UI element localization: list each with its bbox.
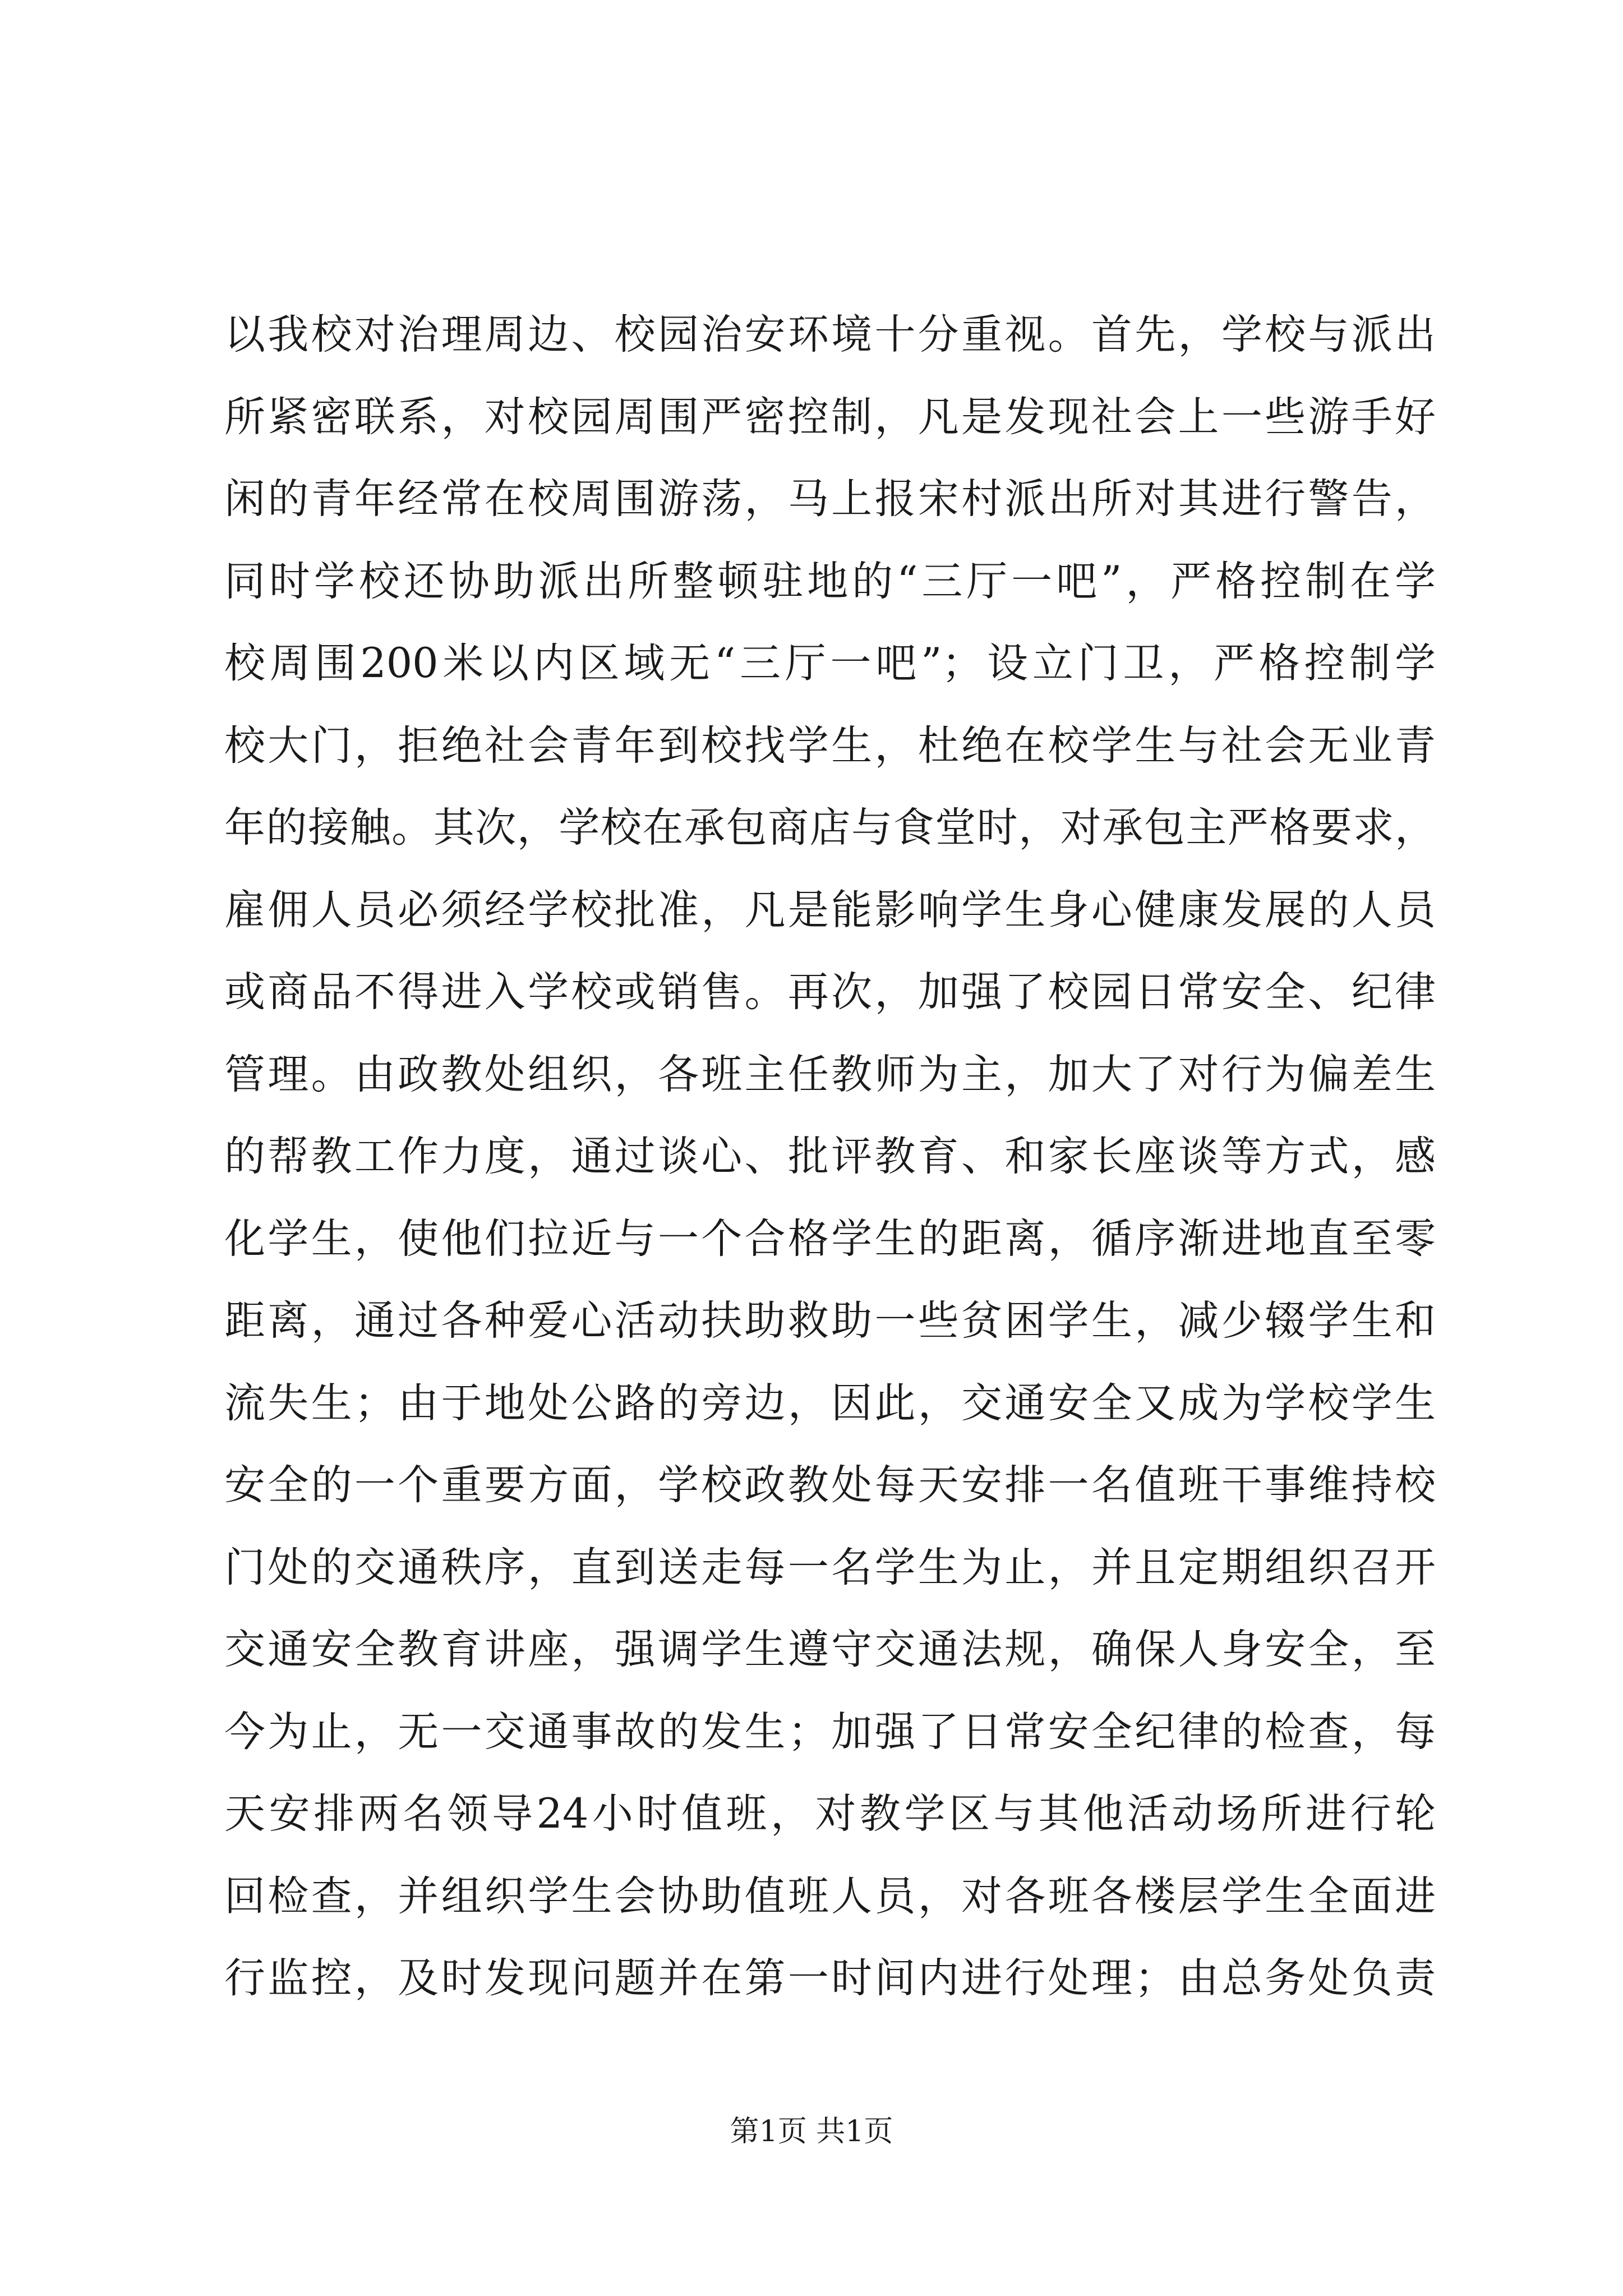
text-line: 距离，通过各种爱心活动扶助救助一些贫困学生，减少辍学生和 [224,1297,1436,1345]
text-line: 今为止，无一交通事故的发生；加强了日常安全纪律的检查，每 [224,1708,1436,1756]
text-line: 或商品不得进入学校或销售。再次，加强了校园日常安全、纪律 [224,968,1436,1016]
text-line: 回检查，并组织学生会协助值班人员，对各班各楼层学生全面进 [224,1872,1436,1920]
text-line: 行监控，及时发现问题并在第一时间内进行处理；由总务处负责 [224,1954,1436,2002]
text-line: 闲的青年经常在校周围游荡，马上报宋村派出所对其进行警告， [224,475,1436,523]
text-line: 校周围200米以内区域无“三厅一吧”；设立门卫，严格控制学 [224,639,1436,687]
text-line: 同时学校还协助派出所整顿驻地的“三厅一吧”，严格控制在学 [224,557,1436,605]
page-footer [0,2112,1623,2151]
text-line: 所紧密联系，对校园周围严密控制，凡是发现社会上一些游手好 [224,393,1436,441]
text-line: 以我校对治理周边、校园治安环境十分重视。首先，学校与派出 [224,311,1436,358]
text-line: 雇佣人员必须经学校批准，凡是能影响学生身心健康发展的人员 [224,886,1436,934]
page-number: 第1页 共1页 [730,2115,893,2148]
text-line: 化学生，使他们拉近与一个合格学生的距离，循序渐进地直至零 [224,1214,1436,1263]
text-line: 流失生；由于地处公路的旁边，因此，交通安全又成为学校学生 [224,1379,1436,1427]
text-line: 校大门，拒绝社会青年到校找学生，杜绝在校学生与社会无业青 [224,721,1436,770]
text-line: 管理。由政教处组织，各班主任教师为主，加大了对行为偏差生 [224,1050,1436,1098]
document-body [224,294,1436,2020]
text-line: 年的接触。其次，学校在承包商店与食堂时，对承包主严格要求， [224,804,1436,852]
text-line: 安全的一个重要方面，学校政教处每天安排一名值班干事维持校 [224,1461,1436,1509]
text-line: 的帮教工作力度，通过谈心、批评教育、和家长座谈等方式，感 [224,1133,1436,1180]
text-line: 天安排两名领导24小时值班，对教学区与其他活动场所进行轮 [224,1790,1436,1838]
text-line: 交通安全教育讲座，强调学生遵守交通法规，确保人身安全，至 [224,1626,1436,1673]
text-line: 门处的交通秩序，直到送走每一名学生为止，并且定期组织召开 [224,1543,1436,1591]
